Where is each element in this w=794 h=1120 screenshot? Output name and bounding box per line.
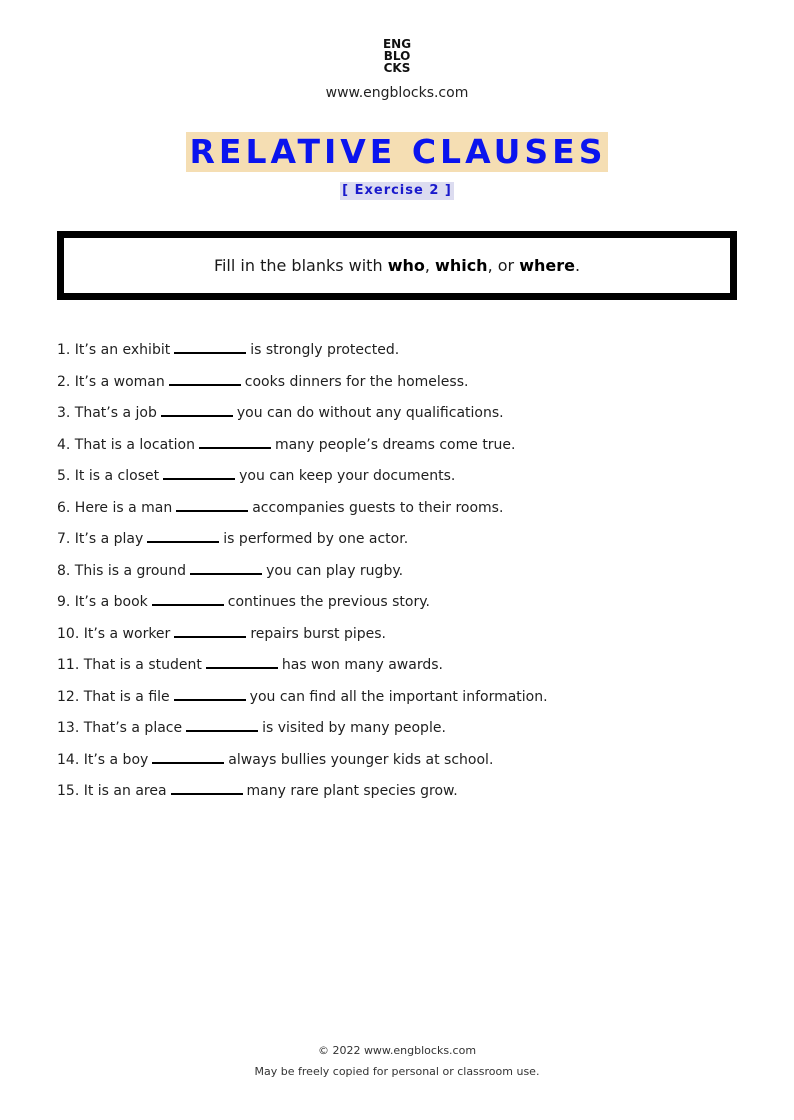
question-start: 13. That’s a place	[57, 720, 183, 736]
question-item	[57, 590, 548, 622]
question-end: is strongly protected.	[250, 342, 400, 358]
question-start: 5. It is a closet	[57, 468, 160, 484]
answer-blank[interactable]	[176, 496, 248, 512]
question-start: 4. That is a location	[57, 436, 195, 453]
instruction-prefix: Fill in the blanks with	[213, 256, 388, 275]
question-end: always bullies younger kids at school.	[228, 751, 494, 768]
answer-blank[interactable]	[190, 559, 262, 575]
question-item	[57, 370, 548, 402]
instruction-separator: ,	[424, 256, 436, 275]
question-start: 14. It’s a boy	[57, 751, 149, 768]
answer-blank[interactable]	[152, 748, 224, 764]
question-start: 3. That’s a job	[57, 405, 157, 421]
answer-blank[interactable]	[161, 401, 233, 417]
question-item	[57, 748, 548, 780]
question-end: many people’s dreams come true.	[274, 436, 516, 453]
question-end: continues the previous story.	[227, 594, 430, 610]
option-who: who	[387, 256, 425, 275]
instruction-box	[57, 231, 737, 300]
answer-blank[interactable]	[174, 622, 246, 638]
engblocks-logo	[0, 38, 794, 74]
question-start: 9. It’s a book	[57, 594, 148, 610]
answer-blank[interactable]	[186, 716, 258, 732]
question-start: 8. This is a ground	[57, 562, 187, 579]
question-start: 11. That is a student	[57, 657, 202, 673]
question-start: 6. Here is a man	[57, 499, 173, 516]
question-list	[57, 338, 548, 811]
footer-copyright: © 2022 www.engblocks.com	[317, 1044, 477, 1057]
question-item	[57, 464, 548, 496]
answer-blank[interactable]	[174, 685, 246, 701]
page-title: RELATIVE CLAUSES	[186, 132, 609, 172]
question-item	[57, 559, 548, 591]
question-start: 15. It is an area	[57, 783, 167, 799]
question-item	[57, 685, 548, 717]
question-start: 1. It’s an exhibit	[57, 342, 171, 358]
question-end: you can do without any qualifications.	[236, 405, 504, 421]
question-end: accompanies guests to their rooms.	[252, 499, 504, 516]
question-end: is performed by one actor.	[223, 531, 409, 547]
question-end: is visited by many people.	[262, 720, 446, 736]
option-where: where	[519, 256, 575, 275]
question-end: has won many awards.	[281, 657, 443, 673]
answer-blank[interactable]	[206, 653, 278, 669]
question-item	[57, 401, 548, 433]
question-end: you can keep your documents.	[239, 468, 456, 484]
site-url: www.engblocks.com	[325, 85, 469, 101]
logo-line: ENG	[382, 37, 412, 51]
question-start: 7. It’s a play	[57, 531, 144, 547]
instruction-separator: , or	[487, 256, 520, 275]
answer-blank[interactable]	[152, 590, 224, 606]
logo-line: BLO	[383, 49, 411, 63]
question-item	[57, 779, 548, 811]
instruction-suffix: .	[574, 256, 581, 275]
instruction-text	[214, 256, 580, 275]
question-start: 10. It’s a worker	[57, 625, 171, 642]
question-item	[57, 653, 548, 685]
answer-blank[interactable]	[199, 433, 271, 449]
footer-license: May be freely copied for personal or classroom use.	[254, 1065, 540, 1078]
question-item	[57, 433, 548, 465]
option-which: which	[435, 256, 488, 275]
question-item	[57, 496, 548, 528]
title-container	[0, 132, 794, 172]
question-item	[57, 338, 548, 370]
question-end: many rare plant species grow.	[246, 783, 458, 799]
answer-blank[interactable]	[163, 464, 235, 480]
question-end: cooks dinners for the homeless.	[244, 373, 469, 390]
answer-blank[interactable]	[169, 370, 241, 386]
question-item	[57, 527, 548, 559]
question-end: you can play rugby.	[266, 562, 404, 579]
question-start: 12. That is a file	[57, 688, 170, 705]
answer-blank[interactable]	[171, 779, 243, 795]
logo-line: CKS	[383, 61, 411, 75]
question-end: repairs burst pipes.	[250, 625, 386, 642]
question-item	[57, 622, 548, 654]
subtitle-container	[0, 179, 794, 200]
question-start: 2. It’s a woman	[57, 373, 165, 390]
answer-blank[interactable]	[147, 527, 219, 543]
question-end: you can find all the important information.	[249, 688, 548, 705]
exercise-label: [ Exercise 2 ]	[342, 183, 452, 198]
question-item	[57, 716, 548, 748]
answer-blank[interactable]	[174, 338, 246, 354]
